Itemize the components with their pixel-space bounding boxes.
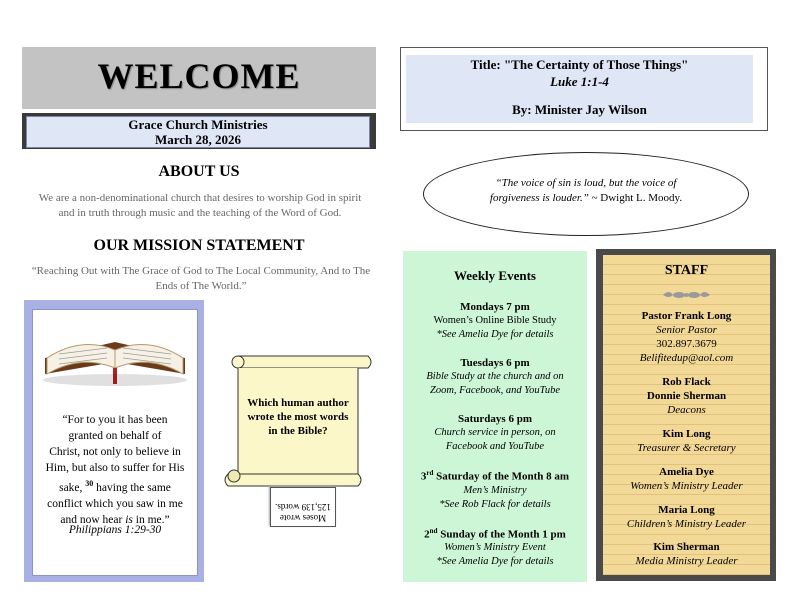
staff-phone: 302.897.3679 — [656, 338, 717, 350]
staff-member — [603, 540, 770, 568]
church-name: Grace Church Ministries — [128, 117, 268, 132]
sermon-reference: Luke 1:1-4 — [550, 74, 609, 89]
mission-text: “Reaching Out with The Grace of God to The Local Community, And to The Ends of The World.” — [31, 265, 371, 292]
scripture-line: having the same — [96, 481, 171, 494]
staff-role: Children’s Ministry Leader — [626, 518, 747, 530]
staff-member — [603, 465, 770, 493]
staff-role: Treasurer & Secretary — [637, 442, 736, 454]
event-description: Women’s Online Bible Study — [433, 315, 557, 326]
event-description: Zoom, Facebook, and YouTube — [430, 385, 560, 396]
event-description: Men’s Ministry — [463, 484, 527, 496]
event-title: Saturdays 6 pm — [458, 413, 532, 425]
staff-member — [603, 309, 770, 365]
event-item — [403, 412, 587, 454]
quote-line-2: forgiveness is louder.” — [489, 192, 589, 204]
staff-name: Rob Flack — [662, 376, 711, 388]
staff-role: Deacons — [667, 404, 706, 416]
staff-name: Pastor Frank Long — [641, 310, 732, 322]
staff-role: Senior Pastor — [656, 324, 717, 336]
bulletin-date: March 28, 2026 — [154, 132, 242, 147]
event-item — [403, 524, 587, 570]
event-description: Bible Study at the church and on — [426, 371, 564, 382]
event-title: Mondays 7 pm — [460, 301, 530, 313]
staff-name: Amelia Dye — [659, 466, 714, 478]
event-title: Saturday of the Month 8 am — [433, 470, 570, 483]
verse-number: 30 — [85, 479, 94, 488]
quote-author: ~ Dwight L. Moody. — [588, 192, 683, 204]
open-bible-icon — [33, 314, 197, 394]
ordinal-suffix: rd — [426, 469, 434, 477]
quote-ellipse — [423, 152, 749, 236]
staff-name: Maria Long — [658, 504, 715, 516]
welcome-banner — [22, 47, 376, 109]
mission-heading: OUR MISSION STATEMENT — [93, 237, 305, 254]
staff-role: Women’s Ministry Leader — [630, 480, 743, 492]
sermon-speaker: By: Minister Jay Wilson — [512, 102, 647, 117]
staff-member — [603, 375, 770, 417]
event-description: Women’s Ministry Event — [444, 542, 546, 554]
scripture-line: and now hear — [60, 513, 123, 526]
scripture-line: granted on behalf of — [68, 430, 162, 442]
scripture-line: Christ, not only to believe in — [49, 446, 181, 458]
event-item — [403, 356, 587, 398]
event-item — [403, 300, 587, 342]
event-title: Sunday of the Month 1 pm — [437, 528, 566, 541]
quote-line-1: “The voice of sin is loud, but the voice of — [495, 177, 677, 189]
about-heading: ABOUT US — [158, 163, 240, 180]
scripture-line: sake, — [59, 481, 83, 494]
staff-name: Kim Sherman — [653, 541, 720, 553]
event-item — [403, 466, 587, 512]
staff-name: Donnie Sherman — [646, 390, 727, 402]
about-text: We are a non-denominational church that desires to worship God in spirit and in truth through music and the teaching of the Word of God. — [38, 192, 362, 219]
event-description: Facebook and YouTube — [445, 441, 545, 452]
staff-member — [603, 503, 770, 531]
scripture-reference: Philippians 1:29-30 — [68, 524, 162, 536]
staff-box — [603, 255, 770, 575]
scripture-card — [32, 309, 198, 576]
event-title: 2 — [424, 528, 430, 541]
event-description: Church service in person, on — [434, 427, 556, 438]
trivia-question: Which human author wrote the most words in the Bible? — [247, 397, 349, 437]
staff-role: Media Ministry Leader — [635, 555, 738, 567]
welcome-title: WELCOME — [97, 56, 301, 96]
event-note: *See Rob Flack for details — [439, 498, 551, 510]
sermon-info — [406, 55, 753, 123]
event-note: *See Amelia Dye for details — [436, 556, 554, 568]
staff-member — [603, 427, 770, 455]
event-note: *See Amelia Dye for details — [436, 329, 554, 340]
staff-name: Kim Long — [662, 428, 711, 440]
staff-email: Belifitedup@aol.com — [639, 352, 734, 364]
scripture-line: conflict which you saw in me — [47, 497, 183, 510]
scripture-line: Him, but also to suffer for His — [45, 462, 185, 474]
scripture-emphasis: is — [125, 513, 133, 526]
weekly-events-box — [403, 251, 587, 582]
event-title: Tuesdays 6 pm — [460, 357, 530, 369]
church-name-box — [26, 116, 370, 148]
flourish-icon — [603, 287, 770, 303]
events-heading: Weekly Events — [454, 268, 536, 283]
event-title: 3 — [420, 470, 427, 483]
trivia-answer: Moses wrote 125,139 words. — [270, 487, 336, 527]
ordinal-suffix: nd — [429, 526, 438, 535]
staff-heading: STAFF — [664, 263, 709, 278]
scripture-line: “For to you it has been — [62, 414, 168, 426]
sermon-title: Title: "The Certainty of Those Things" — [470, 57, 689, 72]
scripture-line: in me.” — [135, 513, 170, 526]
